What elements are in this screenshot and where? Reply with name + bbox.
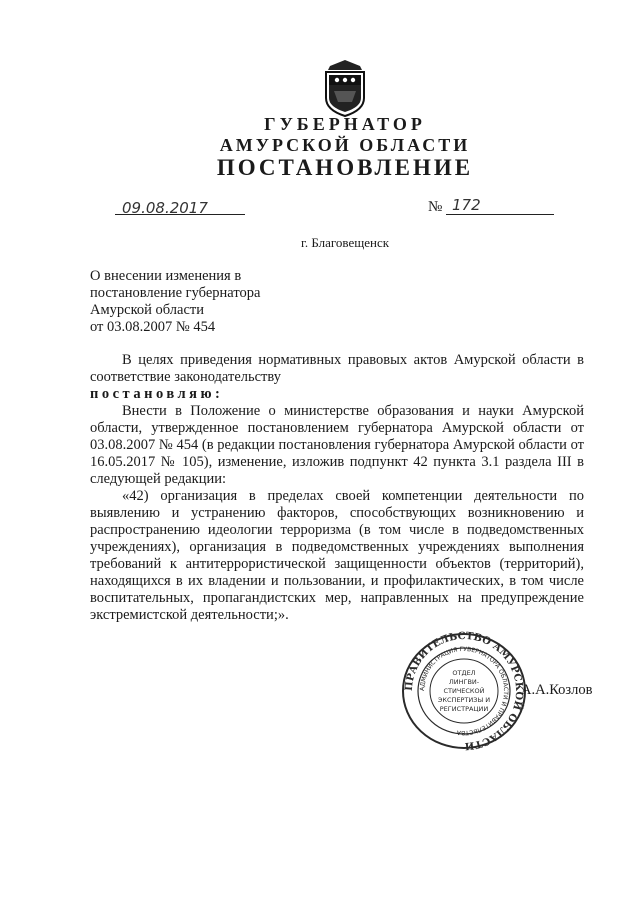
coat-of-arms-emblem bbox=[322, 58, 368, 118]
seal-center-line: ОТДЕЛ bbox=[452, 669, 476, 677]
seal-center-line: ЭКСПЕРТИЗЫ И bbox=[437, 696, 491, 704]
handwritten-date: 09.08.2017 bbox=[122, 199, 208, 217]
subject-line: постановление губернатора bbox=[90, 285, 261, 301]
document-subject bbox=[90, 268, 260, 336]
new-text-paragraph: «42) организация в пределах своей компетенции деятельности по выявлению и устранению факторов, способствующих возникновению и распространению идеологии терроризма (в том числе в подведомственных учреждениях), организация в подведомственных учреждениях выполнения требований к антитеррористической защищенности объектов (территорий), находящихся в их владении и пользовании, и профилактических, в том числе воспитательных, пропагандистских мер, направленных на предупреждение экстремистской деятельности;». bbox=[90, 488, 584, 623]
header-region: АМУРСКОЙ ОБЛАСТИ bbox=[219, 135, 471, 155]
preamble-paragraph: В целях приведения нормативных правовых актов Амурской области в соответствие законодательству bbox=[90, 352, 584, 385]
seal-center-line: ЛИНГВИ- bbox=[448, 678, 480, 686]
city-label: г. Благовещенск bbox=[300, 235, 390, 250]
subject-line: Амурской области bbox=[90, 302, 204, 318]
amendment-paragraph: Внести в Положение о министерстве образования и науки Амурской области, утвержденное постановлением губернатора Амурской области от 03.08.2007 № 454 (в редакции постановления губернатора Амурской области от 16.05.2017 № 105), изменение, изложив подпункт 42 пункта 3.1 раздела III в следующей редакции: bbox=[90, 403, 584, 487]
header-governor: ГУБЕРНАТОР bbox=[264, 114, 426, 134]
handwritten-number: 172 bbox=[452, 196, 481, 214]
registration-seal-stamp bbox=[399, 631, 529, 751]
seal-center-line: СТИЧЕСКОЙ bbox=[443, 687, 485, 695]
seal-center-line: РЕГИСТРАЦИИ bbox=[439, 705, 489, 713]
date-underline bbox=[115, 214, 245, 215]
signer-name: А.А.Козлов bbox=[521, 682, 593, 698]
seal-outer-text: ПРАВИТЕЛЬСТВО АМУРСКОЙ ОБЛАСТИ bbox=[403, 631, 525, 751]
number-sign: № bbox=[428, 199, 443, 215]
number-underline bbox=[446, 214, 554, 215]
subject-line: от 03.08.2007 № 454 bbox=[90, 319, 216, 335]
subject-line: О внесении изменения в bbox=[90, 268, 242, 284]
decree-word: постановляю: bbox=[90, 386, 224, 402]
seal-middle-text: АДМИНИСТРАЦИЯ ГУБЕРНАТОРА ОБЛАСТИ И ПРАВИТЕЛЬСТВА bbox=[418, 645, 510, 737]
header-doc-type: ПОСТАНОВЛЕНИЕ bbox=[216, 155, 474, 180]
